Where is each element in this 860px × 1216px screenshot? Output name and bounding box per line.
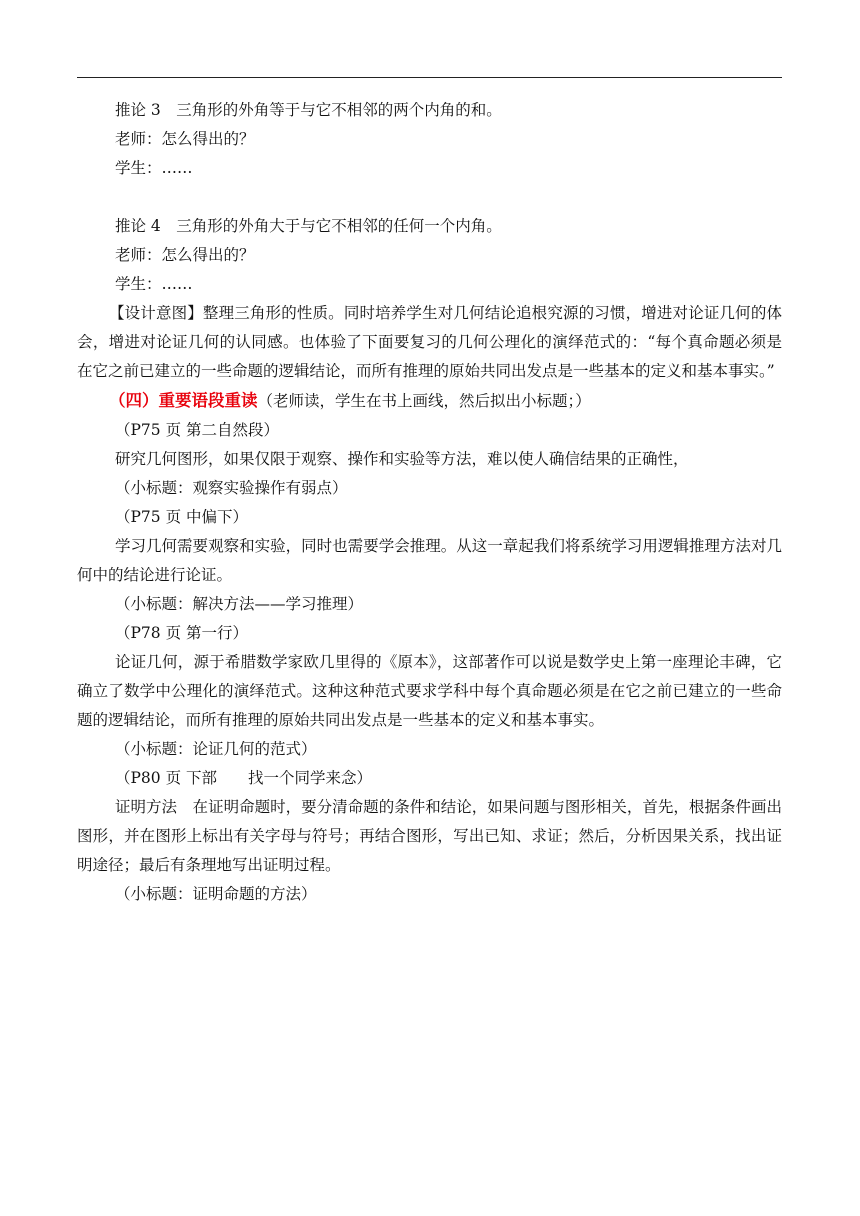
student-answer: 学生：……: [115, 159, 193, 177]
quoted-paragraph: 学习几何需要观察和实验，同时也需要学会推理。从这一章起我们将系统学习用逻辑推理方法对几何中的结论进行论证。: [77, 537, 782, 584]
quoted-paragraph: 研究几何图形，如果仅限于观察、操作和实验等方法，难以使人确信结果的正确性，: [115, 450, 689, 468]
section-title: （四）重要语段重读: [109, 391, 258, 410]
page-reference: （P75 页 第二自然段）: [115, 421, 280, 439]
quoted-paragraph: 证明方法 在证明命题时，要分清命题的条件和结论，如果问题与图形相关，首先，根据条件画出图形，并在图形上标出有关字母与符号；再结合图形，写出已知、求证；然后，分析因果关系，找出证明途径；最后有条理地写出证明过程。: [77, 798, 782, 874]
subtitle: （小标题：论证几何的范式）: [115, 740, 317, 758]
blank-line: [77, 183, 782, 212]
teacher-question: 老师：怎么得出的？: [115, 130, 255, 148]
design-intent-paragraph: 【设计意图】整理三角形的性质。同时培养学生对几何结论追根究源的习惯，增进对论证几何的体会，增进对论证几何的认同感。也体验了下面要复习的几何公理化的演绎范式的：“每个真命题必须是在它之前已建立的一些命题的逻辑结论，而所有推理的原始共同出发点是一些基本的定义和基本事实。”: [77, 304, 782, 380]
section-note: （老师读，学生在书上画线，然后拟出小标题；）: [257, 392, 591, 410]
corollary-4: 推论 4 三角形的外角大于与它不相邻的任何一个内角。: [115, 217, 502, 235]
page-reference: （P80 页 下部 找一个同学来念）: [115, 769, 373, 787]
page-reference: （P78 页 第一行）: [115, 624, 249, 642]
page-reference: （P75 页 中偏下）: [115, 508, 249, 526]
subtitle: （小标题：证明命题的方法）: [115, 885, 317, 903]
quoted-paragraph: 论证几何，源于希腊数学家欧几里得的《原本》，这部著作可以说是数学史上第一座理论丰碑，它确立了数学中公理化的演绎范式。这种这种范式要求学科中每个真命题必须是在它之前已建立的一些命题的逻辑结论，而所有推理的原始共同出发点是一些基本的定义和基本事实。: [77, 653, 782, 729]
subtitle: （小标题：解决方法——学习推理）: [115, 595, 364, 613]
corollary-3: 推论 3 三角形的外角等于与它不相邻的两个内角的和。: [115, 101, 502, 119]
teacher-question: 老师：怎么得出的？: [115, 246, 255, 264]
header-rule: [77, 77, 782, 78]
section-heading: [77, 386, 782, 416]
student-answer: 学生：……: [115, 275, 193, 293]
document-body: [77, 96, 782, 909]
subtitle: （小标题：观察实验操作有弱点）: [115, 479, 348, 497]
